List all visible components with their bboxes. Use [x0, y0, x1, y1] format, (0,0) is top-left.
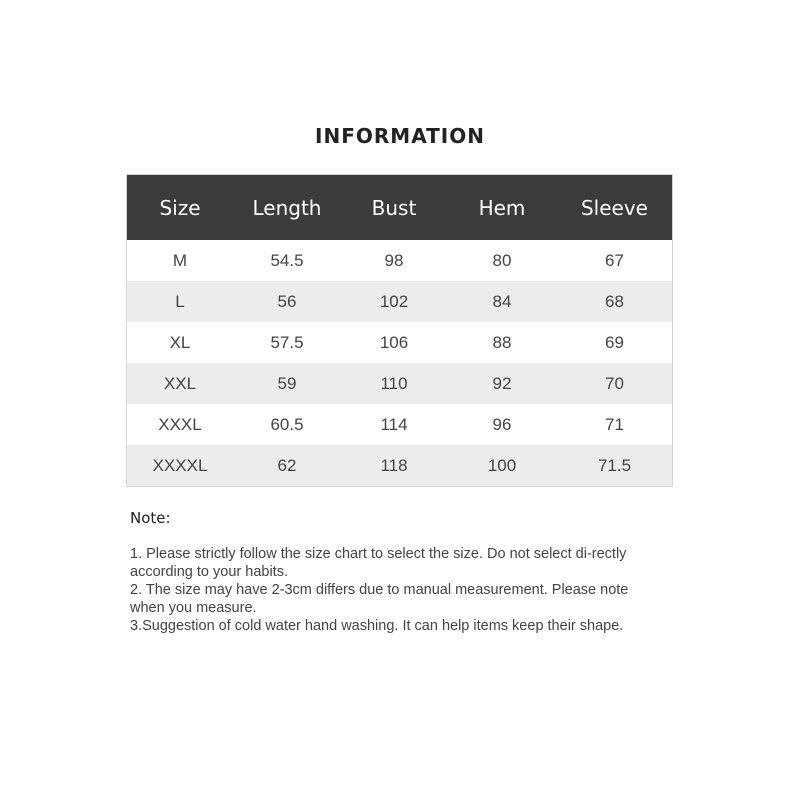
cell-size: XXXXL [152, 455, 208, 475]
table-body [127, 240, 672, 486]
cell-sleeve: 69 [605, 332, 624, 352]
header-hem: Hem [478, 195, 526, 220]
size-chart-table [126, 174, 673, 487]
cell-length: 59 [277, 373, 297, 393]
note-item: 2. The size may have 2-3cm differs due to manual measurement. Please note when you measure. [130, 582, 629, 616]
cell-sleeve: 70 [605, 373, 624, 393]
cell-hem: 80 [492, 250, 512, 270]
cell-length: 62 [277, 455, 297, 475]
cell-size: XXXL [158, 414, 202, 434]
cell-hem: 84 [492, 291, 512, 311]
cell-length: 60.5 [270, 414, 304, 434]
cell-hem: 88 [492, 332, 512, 352]
header-size: Size [159, 195, 201, 220]
note-item: 3.Suggestion of cold water hand washing. It can help items keep their shape. [130, 618, 624, 634]
cell-sleeve: 71.5 [597, 455, 632, 475]
table-header-row [127, 175, 672, 240]
cell-bust: 110 [380, 373, 408, 393]
cell-hem: 92 [492, 373, 512, 393]
table-row [127, 404, 672, 445]
cell-hem: 96 [492, 414, 512, 434]
cell-bust: 106 [379, 332, 409, 352]
cell-length: 57.5 [270, 332, 304, 352]
cell-sleeve: 71 [605, 414, 624, 434]
cell-length: 54.5 [270, 250, 304, 270]
header-bust: Bust [371, 195, 417, 220]
notes-list [130, 545, 660, 635]
cell-sleeve: 68 [605, 291, 624, 311]
note-item: 1. Please strictly follow the size chart to select the size. Do not select di-rectly according to your habits. [130, 546, 627, 580]
cell-size: XXL [163, 373, 197, 393]
cell-bust: 118 [380, 455, 408, 475]
cell-size: M [172, 250, 188, 270]
cell-length: 56 [277, 291, 297, 311]
table-row [127, 322, 672, 363]
header-length: Length [252, 195, 322, 220]
cell-size: L [175, 291, 185, 311]
cell-bust: 98 [384, 250, 404, 270]
cell-hem: 100 [487, 455, 517, 475]
note-title: Note: [130, 509, 171, 527]
header-sleeve: Sleeve [580, 195, 648, 220]
table-row [127, 281, 672, 322]
cell-bust: 102 [379, 291, 409, 311]
cell-sleeve: 67 [605, 250, 624, 270]
page-title: INFORMATION [315, 124, 485, 148]
table-row [127, 240, 672, 281]
table-row [127, 363, 672, 404]
cell-size: XL [169, 332, 191, 352]
cell-bust: 114 [380, 414, 408, 434]
table-row [127, 445, 672, 486]
